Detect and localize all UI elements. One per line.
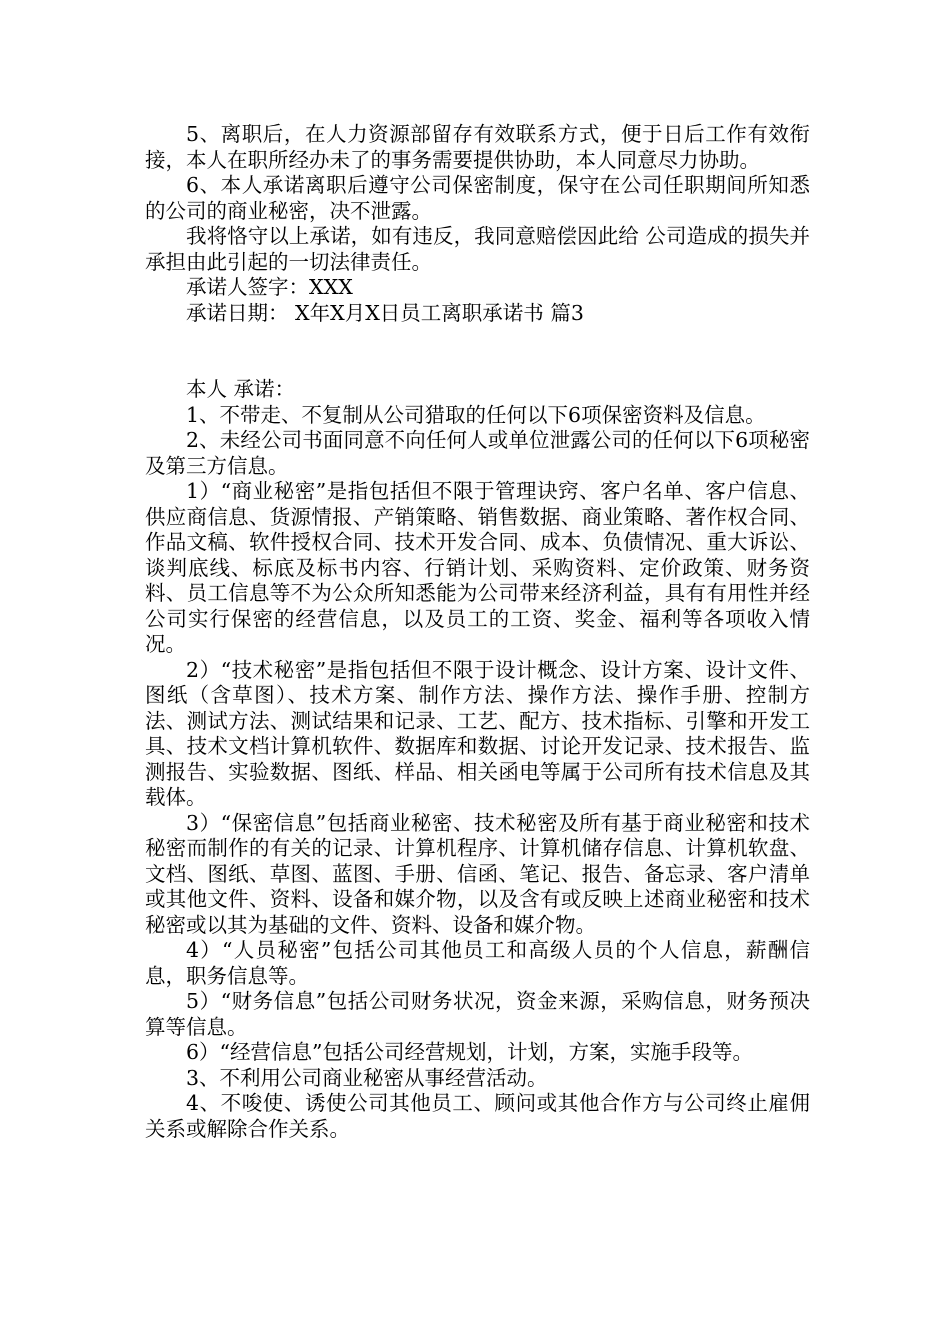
paragraph-sub-item-5: 5）“财务信息”包括公司财务状况，资金来源，采购信息，财务预决算等信息。 — [145, 989, 810, 1039]
paragraph-item-3: 3、不利用公司商业秘密从事经营活动。 — [186, 1065, 548, 1090]
signature-line: 承诺人签字：XXX — [186, 275, 353, 299]
paragraph-sub-item-6: 6）“经营信息”包括公司经营规划，计划，方案，实施手段等。 — [186, 1040, 754, 1064]
paragraph-sub-item-4: 4）“人员秘密”包括公司其他员工和高级人员的个人信息，薪酬信息，职务信息等。 — [145, 938, 810, 988]
paragraph-sub-item-3: 3）“保密信息”包括商业秘密、技术秘密及所有基于商业秘密和技术秘密而制作的有关的记录、计算机程序、计算机储存信息、计算机软盘、文档、图纸、草图、蓝图、手册、信函、笔记、报告、备忘录、客户清单或其他文件、资料、设备和媒介物，以及含有或反映上述商业秘密和技术秘密或以其为基础的文件、资料、设备和媒介物。 — [145, 810, 810, 937]
paragraph-item-2: 2、未经公司书面同意不向任何人或单位泄露公司的任何以下6项秘密及第三方信息。 — [145, 428, 810, 478]
paragraph-item-6: 6、本人承诺离职后遵守公司保密制度，保守在公司任职期间所知悉的公司的商业秘密，决不泄露。 — [145, 173, 810, 223]
section-heading: 本人 承诺： — [186, 377, 296, 401]
paragraph-pledge-statement: 我将恪守以上承诺，如有违反，我同意赔偿因此给 公司造成的损失并承担由此引起的一切法律责任。 — [145, 224, 810, 274]
paragraph-item-1: 1、不带走、不复制从公司猎取的任何以下6项保密资料及信息。 — [186, 402, 766, 427]
date-line: 承诺日期： X年X月X日员工离职承诺书 篇3 — [186, 300, 584, 325]
document-body — [145, 122, 810, 1142]
paragraph-sub-item-1: 1）“商业秘密”是指包括但不限于管理诀窍、客户名单、客户信息、供应商信息、货源情报、产销策略、销售数据、商业策略、著作权合同、作品文稿、软件授权合同、技术开发合同、成本、负债情况、重大诉讼、谈判底线、标底及标书内容、行销计划、采购资料、定价政策、财务资料、员工信息等不为公众所知悉能为公司带来经济利益，具有有用性并经公司实行保密的经营信息，以及员工的工资、奖金、福利等各项收入情况。 — [145, 479, 810, 656]
paragraph-sub-item-2: 2）“技术秘密”是指包括但不限于设计概念、设计方案、设计文件、图纸（含草图）、技术方案、制作方法、操作方法、操作手册、控制方法、测试方法、测试结果和记录、工艺、配方、技术指标、引擎和开发工具、技术文档计算机软件、数据库和数据、讨论开发记录、技术报告、监测报告、实验数据、图纸、样品、相关函电等属于公司所有技术信息及其载体。 — [145, 657, 810, 809]
paragraph-item-5: 5、离职后，在人力资源部留存有效联系方式，便于日后工作有效衔接，本人在职所经办未了的事务需要提供协助，本人同意尽力协助。 — [145, 122, 810, 172]
paragraph-item-4: 4、不唆使、诱使公司其他员工、顾问或其他合作方与公司终止雇佣关系或解除合作关系。 — [145, 1091, 810, 1141]
